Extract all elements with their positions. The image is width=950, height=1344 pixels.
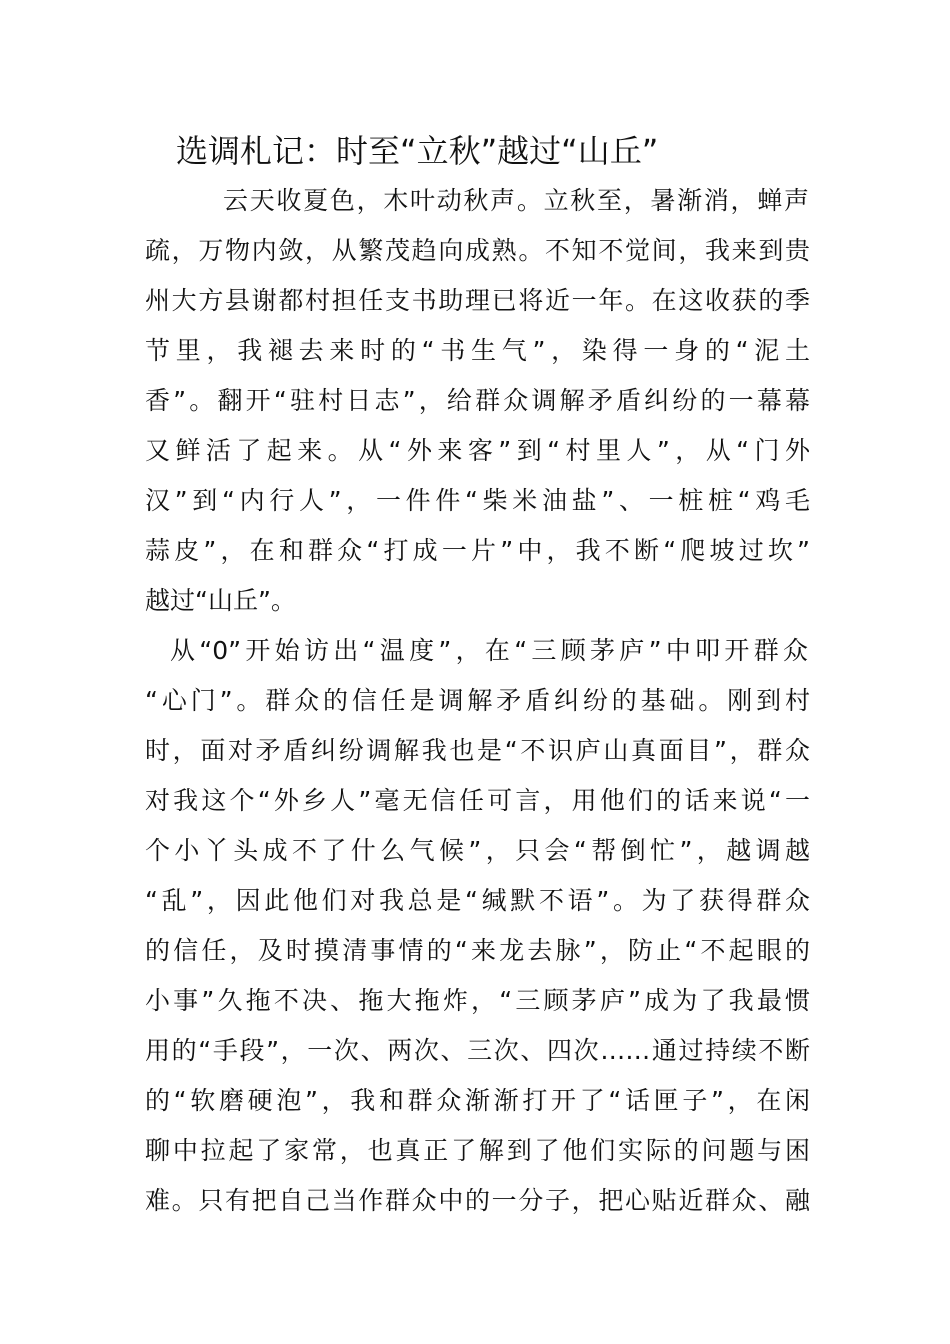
paragraph-1-line-6: 又鲜活了起来。从“外来客”到“村里人”，从“门外 bbox=[145, 436, 810, 465]
paragraph-2-line-4: 对我这个“外乡人”毫无信任可言，用他们的话来说“一 bbox=[145, 786, 810, 815]
paragraph-1-line-8: 蒜皮”，在和群众“打成一片”中，我不断“爬坡过坎” bbox=[145, 536, 810, 565]
paragraph-2-line-2: “心门”。群众的信任是调解矛盾纠纷的基础。刚到村 bbox=[145, 686, 810, 715]
paragraph-2-line-1: 从“0”开始访出“温度”，在“三顾茅庐”中叩开群众 bbox=[170, 636, 808, 665]
paragraph-1-line-1: 云天收夏色，木叶动秋声。立秋至，暑渐消，蝉声 bbox=[223, 186, 809, 215]
paragraph-1-line-3: 州大方县谢都村担任支书助理已将近一年。在这收获的季 bbox=[145, 286, 810, 315]
paragraph-2-line-8: 小事”久拖不决、拖大拖炸，“三顾茅庐”成为了我最惯 bbox=[145, 986, 810, 1015]
paragraph-1-line-4: 节里，我褪去来时的“书生气”，染得一身的“泥土 bbox=[145, 336, 810, 365]
paragraph-2-line-5: 个小丫头成不了什么气候”，只会“帮倒忙”，越调越 bbox=[145, 836, 810, 865]
paragraph-2-line-10: 的“软磨硬泡”，我和群众渐渐打开了“话匣子”，在闲 bbox=[145, 1086, 810, 1115]
article-title: 选调札记：时至“立秋”越过“山丘” bbox=[176, 132, 659, 170]
paragraph-2-line-3: 时，面对矛盾纠纷调解我也是“不识庐山真面目”，群众 bbox=[145, 736, 810, 765]
paragraph-2-line-6: “乱”，因此他们对我总是“缄默不语”。为了获得群众 bbox=[145, 886, 810, 915]
paragraph-1-line-9: 越过“山丘”。 bbox=[145, 586, 296, 615]
paragraph-2-line-9: 用的“手段”，一次、两次、三次、四次……通过持续不断 bbox=[145, 1036, 810, 1065]
paragraph-2-line-11: 聊中拉起了家常，也真正了解到了他们实际的问题与困 bbox=[145, 1136, 810, 1165]
paragraph-2-line-12: 难。只有把自己当作群众中的一分子，把心贴近群众、融 bbox=[145, 1186, 810, 1215]
paragraph-1-line-7: 汉”到“内行人”，一件件“柴米油盐”、一桩桩“鸡毛 bbox=[145, 486, 810, 515]
paragraph-2-line-7: 的信任，及时摸清事情的“来龙去脉”，防止“不起眼的 bbox=[145, 936, 810, 965]
paragraph-1-line-5: 香”。翻开“驻村日志”，给群众调解矛盾纠纷的一幕幕 bbox=[145, 386, 810, 415]
paragraph-1-line-2: 疏，万物内敛，从繁茂趋向成熟。不知不觉间，我来到贵 bbox=[145, 236, 810, 265]
